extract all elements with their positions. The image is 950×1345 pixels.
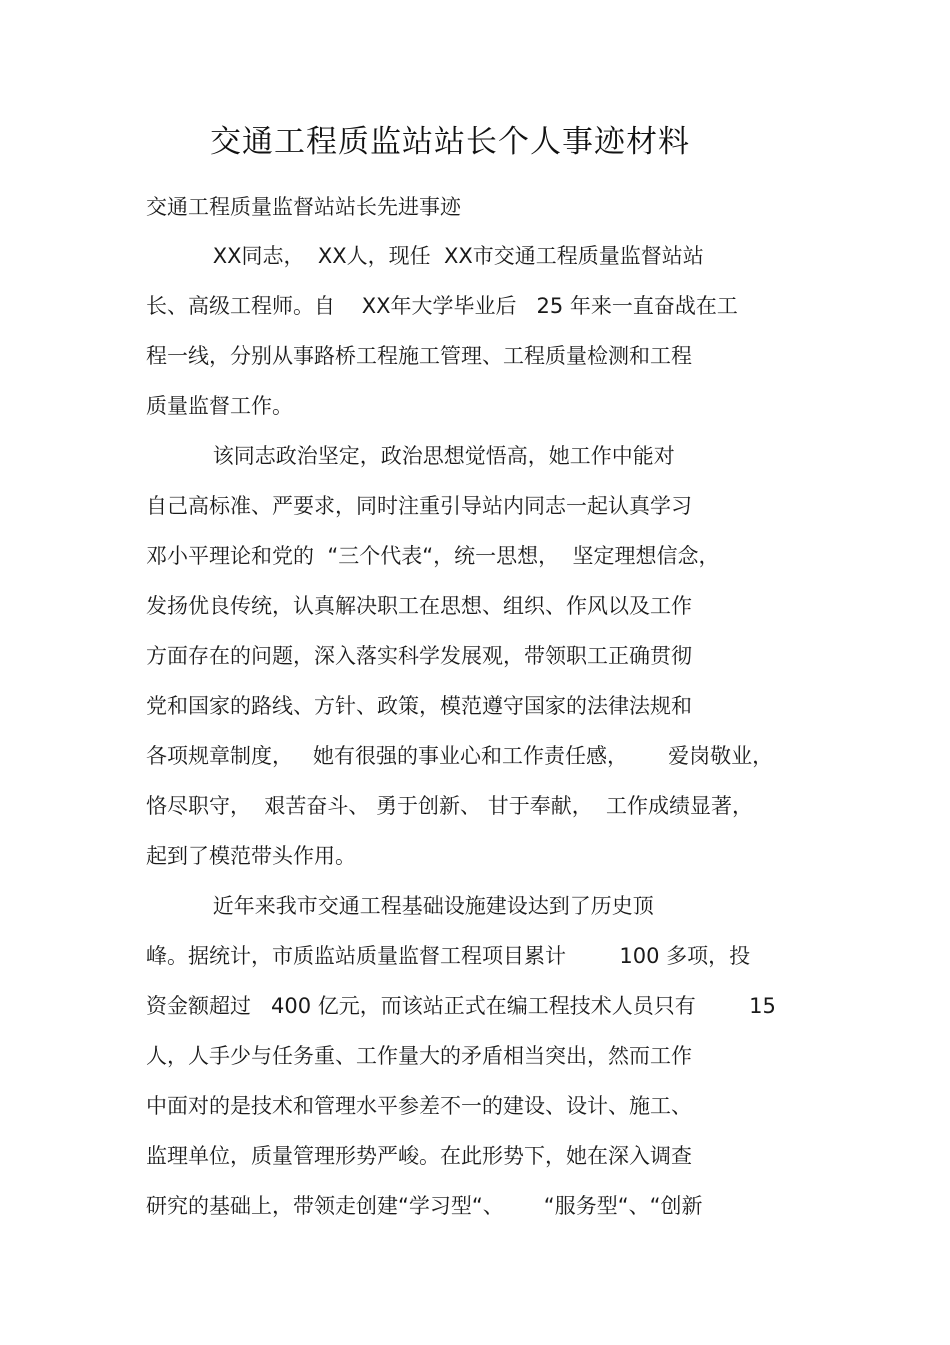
body-line: 发扬优良传统，认真解决职工在思想、组织、作风以及工作 bbox=[146, 594, 692, 618]
body-line: 恪尽职守， 艰苦奋斗、 勇于创新、 甘于奉献， 工作成绩显著， bbox=[146, 794, 754, 818]
body-line: 中面对的是技术和管理水平参差不一的建设、设计、施工、 bbox=[146, 1094, 692, 1118]
document-subtitle: 交通工程质量监督站站长先进事迹 bbox=[146, 195, 461, 219]
body-line: 人，人手少与任务重、工作量大的矛盾相当突出，然而工作 bbox=[146, 1044, 692, 1068]
body-line: 近年来我市交通工程基础设施建设达到了历史顶 bbox=[146, 894, 654, 918]
body-line: 程一线，分别从事路桥工程施工管理、工程质量检测和工程 bbox=[146, 344, 692, 368]
body-line: 资金额超过 400 亿元，而该站正式在编工程技术人员只有 15 bbox=[146, 994, 776, 1018]
body-line: 监理单位，质量管理形势严峻。在此形势下，她在深入调查 bbox=[146, 1144, 692, 1168]
body-line: 该同志政治坚定，政治思想觉悟高，她工作中能对 bbox=[146, 444, 675, 468]
body-line: 各项规章制度， 她有很强的事业心和工作责任感， 爱岗敬业， bbox=[146, 744, 774, 768]
body-line: 党和国家的路线、方针、政策，模范遵守国家的法律法规和 bbox=[146, 694, 692, 718]
body-line: 起到了模范带头作用。 bbox=[146, 844, 356, 868]
body-line: 邓小平理论和党的 “三个代表“，统一思想， 坚定理想信念， bbox=[146, 544, 720, 568]
body-line: 方面存在的问题，深入落实科学发展观，带领职工正确贯彻 bbox=[146, 644, 692, 668]
body-line: 长、高级工程师。自 XX年大学毕业后 25 年来一直奋战在工 bbox=[146, 294, 738, 318]
body-line: 研究的基础上，带领走创建“学习型“、 “服务型“、“创新 bbox=[146, 1194, 703, 1218]
document-title: 交通工程质监站站长个人事迹材料 bbox=[210, 124, 690, 160]
body-line: 质量监督工作。 bbox=[146, 394, 293, 418]
body-line: 自己高标准、严要求，同时注重引导站内同志一起认真学习 bbox=[146, 494, 692, 518]
body-line: 峰。据统计，市质监站质量监督工程项目累计 100 多项，投 bbox=[146, 944, 751, 968]
body-line: XX同志， XX人，现任 XX市交通工程质量监督站站 bbox=[146, 244, 704, 268]
